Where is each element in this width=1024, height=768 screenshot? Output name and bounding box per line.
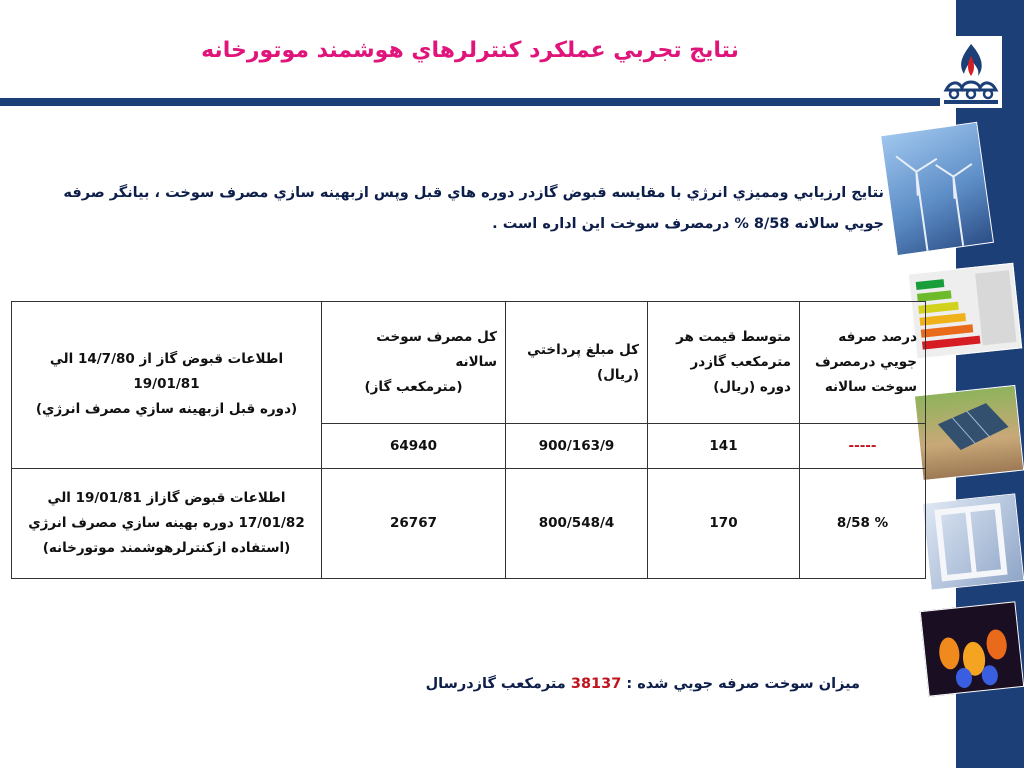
- header-payment: [506, 302, 648, 424]
- row-label-before: [12, 302, 322, 469]
- row-label-line: 17/01/82 دوره بهينه سازي مصرف انرژي: [28, 514, 305, 531]
- header-avg-price-line: متوسط قيمت هر: [676, 329, 791, 346]
- header-payment-line: كل مبلغ پرداختي: [527, 341, 639, 358]
- cell-payment-after: 800/548/4: [506, 468, 648, 578]
- header-avg-price-line: دوره (ريال): [713, 379, 791, 396]
- header-consumption-line: كل مصرف سوخت: [376, 329, 497, 346]
- window-frame-image: [922, 493, 1024, 590]
- cell-consumption-before: 64940: [322, 424, 506, 468]
- cell-avg-price-before: 141: [648, 424, 800, 468]
- header-avg-price: [648, 302, 800, 424]
- summary-value: 38137: [570, 676, 622, 692]
- row-label-line: 19/01/81: [133, 376, 200, 393]
- row-label-after: [12, 468, 322, 578]
- row-label-line: (استفاده ازكنترلرهوشمند موتورخانه): [42, 539, 291, 556]
- savings-summary: [300, 676, 860, 692]
- table-row-after: [12, 468, 926, 578]
- header-savings-line: سوخت سالانه: [824, 379, 917, 396]
- flame-emblem-icon: [940, 36, 1002, 108]
- cell-savings-after: % 8/58: [800, 468, 926, 578]
- header-divider-bar: [0, 98, 946, 106]
- table-header-row: [12, 302, 926, 424]
- header-consumption-line: سالانه: [455, 354, 497, 371]
- solar-panel-roof-image: [914, 385, 1024, 481]
- cell-avg-price-after: 170: [648, 468, 800, 578]
- cell-savings-before: -----: [800, 424, 926, 468]
- summary-label: ميزان سوخت صرفه جويي شده :: [626, 676, 860, 692]
- page-title: نتايج تجربي عملكرد كنترلرهاي هوشمند موتورخانه: [201, 38, 739, 63]
- wind-turbines-image: [880, 122, 994, 256]
- row-label-line: (دوره قبل ازبهينه سازي مصرف انرژي): [35, 401, 298, 418]
- header-savings: [800, 302, 926, 424]
- gas-burner-flames-image: [920, 601, 1024, 697]
- row-label-line: اطلاعات قبوض گاز از 14/7/80 الي: [49, 351, 284, 368]
- cell-consumption-after: 26767: [322, 468, 506, 578]
- intro-paragraph: نتايج ارزيابي وممیزي انرژي با مقايسه قبوض گازدر دوره هاي قبل وپس ازبهينه سازي مصرف سوخت ، بيانگر صرفه جويي سالانه 8/58 % درمصرف سوخت اين اداره است .: [63, 185, 884, 232]
- comparison-table: [11, 301, 926, 579]
- cell-payment-before: 900/163/9: [506, 424, 648, 468]
- row-label-line: اطلاعات قبوض گازاز 19/01/81 الي: [47, 489, 286, 506]
- summary-unit: مترمكعب گازدرسال: [425, 676, 566, 692]
- header-avg-price-line: مترمكعب گازدر: [690, 354, 791, 371]
- header-payment-line: (ريال): [597, 366, 639, 383]
- header-consumption: [322, 302, 506, 424]
- header-consumption-line: (مترمكعب گاز): [364, 379, 463, 396]
- header-savings-line: درصد صرفه: [838, 329, 917, 346]
- header-savings-line: جويي درمصرف: [814, 354, 917, 371]
